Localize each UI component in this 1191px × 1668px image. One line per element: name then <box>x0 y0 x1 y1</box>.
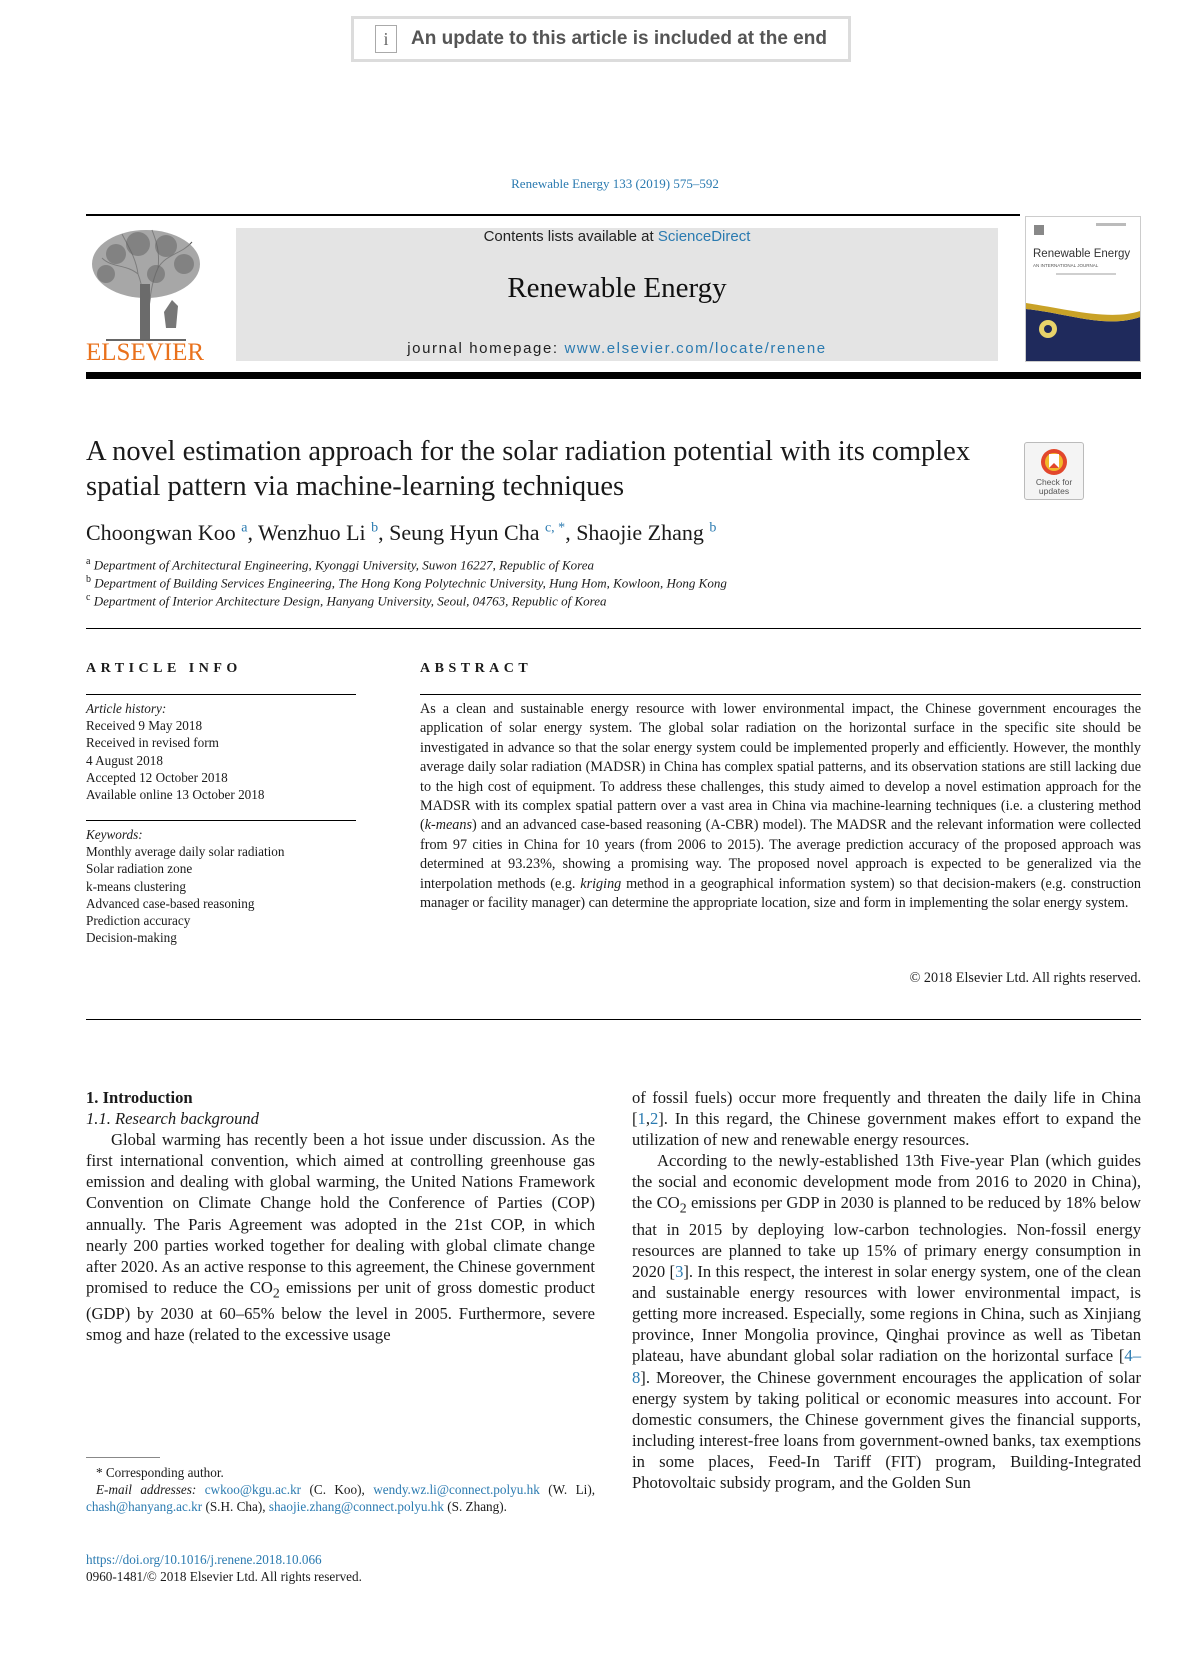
section-heading: 1. Introduction <box>86 1088 193 1107</box>
body-left-column <box>86 1087 595 1345</box>
body-text: of fossil fuels) occur more frequently and threaten the daily life in China [ <box>632 1088 1141 1129</box>
cover-subtitle: AN INTERNATIONAL JOURNAL <box>1033 263 1099 268</box>
abstract-copyright: © 2018 Elsevier Ltd. All rights reserved. <box>909 970 1141 986</box>
divider <box>420 694 1141 695</box>
homepage-prefix: journal homepage: <box>407 340 565 357</box>
divider <box>86 1019 1141 1020</box>
check-updates-icon <box>1025 443 1083 499</box>
subsection-heading: 1.1. Research background <box>86 1109 259 1129</box>
keyword-item: Monthly average daily solar radiation <box>86 844 285 860</box>
affiliation-text: Department of Architectural Engineering, Kyonggi University, Suwon 16227, Republic of Korea <box>93 557 595 573</box>
abstract-emphasis: kriging <box>580 875 622 892</box>
reference-link[interactable]: 4–8 <box>632 1346 1141 1387</box>
corresponding-author-note: * Corresponding author. <box>96 1465 224 1480</box>
body-text: ]. In this respect, the interest in solar energy system, one of the clean and sustainable energy resources with lower environmental impact, is getting more increased. Especially, some regions in China, such as Xinjiang province, Inner Mongolia province, Qinghai province as well as Tibetan plateau, have abundant global solar radiation on the horizontal surface [ <box>632 1262 1141 1366</box>
update-notice-text: An update to this article is included at the end <box>411 28 827 49</box>
affiliation-marker: c <box>86 592 91 603</box>
journal-cover-art-icon <box>1026 217 1140 361</box>
email-owner: (S.H. Cha), <box>205 1499 266 1515</box>
history-label: Article history: <box>86 701 167 716</box>
body-paragraph: of fossil fuels) occur more frequently and threaten the daily life in China [1,2]. In this regard, the Chinese government makes effort to expand the utilization of new and renewable energy resources. <box>632 1088 1141 1150</box>
author-name[interactable]: Seung Hyun Cha <box>389 520 540 545</box>
author-name[interactable]: Choongwan Koo <box>86 520 236 545</box>
doi-block <box>86 1551 362 1586</box>
author-name[interactable]: Wenzhuo Li <box>258 520 366 545</box>
history-item: Available online 13 October 2018 <box>86 787 265 803</box>
abstract-text <box>420 700 1141 913</box>
body-text: Global warming has recently been a hot issue under discussion. As the first international convention, which aimed at controlling greenhouse gas emission and dealing with global warming, the United Nations Framework Convention on Climate Change hold the Conference of Parties (COP) annually. The Paris Agreement was adopted in the 21st COP, in which nearly 200 parties worked together for dealing with global climate change after 2020. As an active response to this agreement, the Chinese government promised to reduce the CO <box>86 1130 595 1297</box>
footnotes <box>86 1464 595 1516</box>
history-item: Received 9 May 2018 <box>86 718 203 734</box>
affiliation-text: Department of Interior Architecture Design, Hanyang University, Seoul, 04763, Republic of Korea <box>93 593 607 609</box>
history-item: 4 August 2018 <box>86 752 163 768</box>
author-affiliation-marker[interactable]: b <box>371 520 379 536</box>
check-updates-label-2: updates <box>1038 486 1070 496</box>
header-thick-rule <box>86 372 1141 379</box>
keyword-item: Prediction accuracy <box>86 913 191 929</box>
issn-line: 0960-1481/© 2018 Elsevier Ltd. All rights reserved. <box>86 1569 362 1585</box>
abstract-heading: ABSTRACT <box>420 661 533 676</box>
body-paragraph <box>632 1150 1141 1493</box>
history-item: Received in revised form <box>86 735 219 751</box>
affiliation <box>86 556 594 573</box>
email-owner: (W. Li), <box>548 1482 596 1498</box>
history-item: Accepted 12 October 2018 <box>86 769 228 785</box>
elsevier-tree-logo-icon <box>86 224 208 362</box>
article-info-heading: ARTICLE INFO <box>86 661 242 676</box>
author-affiliation-marker[interactable]: c, * <box>544 520 566 536</box>
keyword-item: k-means clustering <box>86 878 186 894</box>
subscript: 2 <box>272 1285 280 1301</box>
doi-link[interactable]: https://doi.org/10.1016/j.renene.2018.10.066 <box>86 1552 322 1567</box>
divider <box>86 628 1141 629</box>
reference-link[interactable]: 3 <box>675 1262 684 1282</box>
affiliation-marker: a <box>86 556 91 567</box>
sciencedirect-link[interactable]: ScienceDirect <box>657 228 751 245</box>
body-text: emissions per unit of gross domestic product (GDP) by 2030 at 60–65% below the level in 2005. Furthermore, severe smog and haze (related to the excessive usage <box>86 1277 595 1345</box>
body-text: ]. Moreover, the Chinese government encourages the application of solar energy system by taking political or economic measures into account. For domestic consumers, the Chinese government gives the financial supports, including interest-free loans from government-owned banks, tax exemptions in some places, Feed-In Tariff (FIT) program, Building-Integrated Photovoltaic subsidy program, and the Golden Sun <box>632 1367 1141 1492</box>
affiliation-text: Department of Building Services Engineering, The Hong Kong Polytechnic University, Hung Hom, Kowloon, Hong Kong <box>94 575 727 591</box>
email-label: E-mail addresses: <box>96 1482 197 1498</box>
author-name[interactable]: Shaojie Zhang <box>576 520 704 545</box>
email-link[interactable]: wendy.wz.li@connect.polyu.hk <box>373 1482 540 1498</box>
keyword-item: Advanced case-based reasoning <box>86 895 255 911</box>
homepage-link[interactable]: www.elsevier.com/locate/renene <box>564 340 827 357</box>
abstract-emphasis: k-means <box>424 817 473 834</box>
update-notice[interactable] <box>351 16 851 62</box>
author-affiliation-marker[interactable]: b <box>709 520 717 536</box>
journal-citation[interactable]: Renewable Energy 133 (2019) 575–592 <box>511 176 719 191</box>
email-link[interactable]: cwkoo@kgu.ac.kr <box>204 1482 302 1498</box>
reference-link[interactable]: 1 <box>637 1109 646 1129</box>
article-history <box>86 700 356 803</box>
keyword-item: Decision-making <box>86 930 177 946</box>
cover-title: Renewable Energy <box>1033 248 1131 260</box>
abstract-part: method in a geographical information system) so that decision-makers (e.g. construction manager or facility manager) can determine the appropriate location, size and form in implementing the solar energy system. <box>420 875 1141 912</box>
affiliation <box>86 574 727 591</box>
body-text: ]. In this regard, the Chinese government makes effort to expand the utilization of new and renewable energy resources. <box>632 1109 1141 1150</box>
header-top-rule <box>86 214 1020 216</box>
journal-cover[interactable] <box>1025 216 1141 362</box>
abstract-part: As a clean and sustainable energy resource with lower environmental impact, the Chinese government encourages the application of solar energy system. The global solar radiation on the horizontal surface in the specific site should be investigated in advance so that the solar energy system could be implemented properly and efficiently. However, the monthly average daily solar radiation (MADSR) in China has complex spatial patterns, and its observation stations are still lacking due to the high cost of equipment. To address these challenges, this study aimed to develop a novel estimation approach for the MADSR with its complex spatial pattern over a vast area in China via machine-learning techniques (i.e. a clustering method ( <box>420 701 1141 834</box>
contents-prefix: Contents lists available at <box>483 228 658 245</box>
email-owner: (S. Zhang). <box>447 1499 507 1515</box>
keywords-label: Keywords: <box>86 827 143 842</box>
keyword-item: Solar radiation zone <box>86 861 193 877</box>
divider <box>86 694 356 695</box>
check-for-updates-button[interactable] <box>1024 442 1084 500</box>
affiliation-marker: b <box>86 574 91 585</box>
author-affiliation-marker[interactable]: a <box>241 520 248 536</box>
email-owner: (C. Koo), <box>309 1482 365 1498</box>
body-text: emissions per GDP in 2030 is planned to be reduced by 18% below that in 2015 by deploying low-carbon technologies. Non-fossil energy resources are planned to take up 15% of primary energy consumption in 2020 [ <box>632 1193 1141 1282</box>
contents-line <box>236 228 998 245</box>
article-title: A novel estimation approach for the solar radiation potential with its complex spatial pattern via machine-learning techniques <box>86 436 971 502</box>
body-paragraph <box>86 1129 595 1345</box>
email-link[interactable]: shaojie.zhang@connect.polyu.hk <box>268 1499 444 1515</box>
keywords <box>86 826 356 946</box>
body-text: According to the newly-established 13th Five-year Plan (which guides the social and economic development mode from 2016 to 2020 in China), the CO <box>632 1151 1141 1213</box>
affiliation <box>86 592 607 609</box>
check-updates-label-1: Check for <box>1035 477 1073 487</box>
info-icon: i <box>375 25 397 53</box>
body-right-column <box>632 1087 1141 1493</box>
elsevier-wordmark: ELSEVIER <box>86 339 205 362</box>
reference-link[interactable]: 2 <box>649 1109 659 1129</box>
journal-title: Renewable Energy <box>507 272 727 304</box>
email-addresses <box>86 1481 595 1515</box>
divider <box>86 820 356 821</box>
abstract-part: ) and an advanced case-based reasoning (A-CBR) model). The MADSR and the relevant information were collected from 97 cities in China for 10 years (from 2006 to 2015). The average prediction accuracy of the proposed approach was determined at 93.23%, showing a promising way. The proposed novel approach is expected to be generalized via the interpolation methods (e.g. <box>420 817 1141 892</box>
email-link[interactable]: chash@hanyang.ac.kr <box>86 1499 203 1515</box>
author-list: Choongwan Koo $^a$, Wenzhuo Li $^b$, Seung Hyun Cha $^{c, *}$, Shaojie Zhang $^b$ <box>86 520 717 545</box>
footnote-rule <box>86 1457 160 1458</box>
homepage-line <box>236 340 998 357</box>
subscript: 2 <box>679 1200 687 1216</box>
